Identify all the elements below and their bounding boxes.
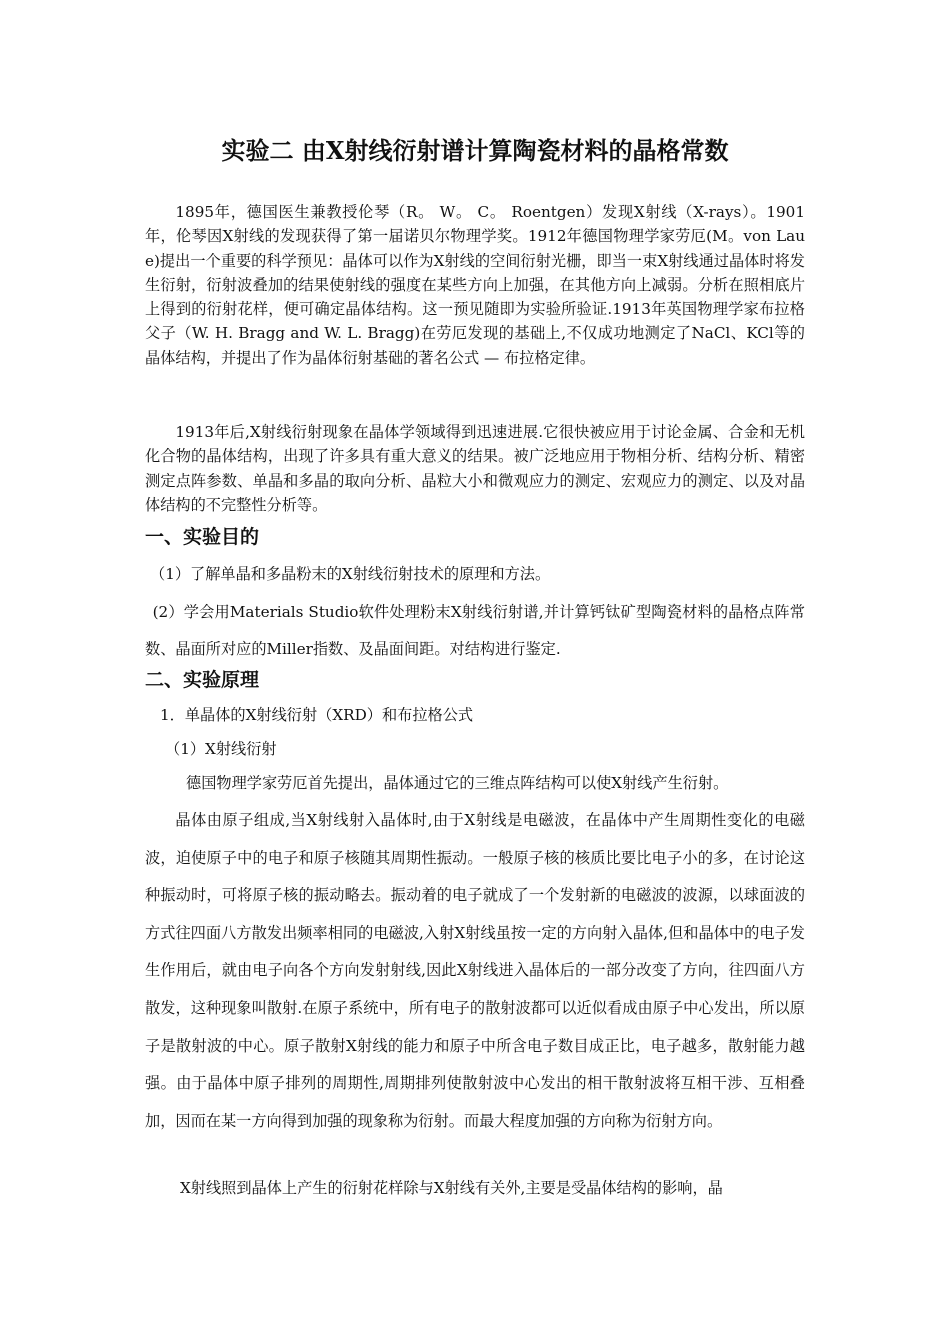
principle-paragraph-2: 晶体由原子组成,当X射线射入晶体时,由于X射线是电磁波，在晶体中产生周期性变化的电磁波，迫使原子中的电子和原子核随其周期性振动。一般原子核的核质比要比电子小的多，在讨论这种振动时，可将原子核的振动略去。振动着的电子就成了一个发射新的电磁波的波源，以球面波的方式往四面八方散发出频率相同的电磁波,入射X射线虽按一定的方向射入晶体,但和晶体中的电子发生作用后，就由电子向各个方向发射射线,因此X射线进入晶体后的一部分改变了方向，往四面八方散发，这种现象叫散射.在原子系统中，所有电子的散射波都可以近似看成由原子中心发出，所以原子是散射波的中心。原子散射X射线的能力和原子中所含电子数目成正比，电子越多，散射能力越强。由于晶体中原子排列的周期性,周期排列使散射波中心发出的相干散射波将互相干涉、互相叠加，因而在某一方向得到加强的现象称为衍射。而最大程度加强的方向称为衍射方向。 — [145, 811, 805, 1130]
objective-item-1: （1）了解单晶和多晶粉末的X射线衍射技术的原理和方法。 — [150, 565, 551, 583]
principle-paragraph-3: X射线照到晶体上产生的衍射花样除与X射线有关外,主要是受晶体结构的影响，晶 — [180, 1179, 723, 1197]
objective-item-2: (2）学会用Materials Studio软件处理粉末X射线衍射谱,并计算钙钛矿型陶瓷材料的晶格点阵常数、晶面所对应的Miller指数、及晶面间距。对结构进行鉴定. — [145, 603, 805, 658]
intro-paragraph-1: 1895年，德国医生兼教授伦琴（R。 W。 C。 Roentgen）发现X射线（X-rays）。1901年，伦琴因X射线的发现获得了第一届诺贝尔物理学奖。1912年德国物理学家劳厄(M。von Laue)提出一个重要的科学预见：晶体可以作为X射线的空间衍射光栅，即当一束X射线通过晶体时将发生衍射，衍射波叠加的结果使射线的强度在某些方向上加强，在其他方向上减弱。分析在照相底片上得到的衍射花样，便可确定晶体结构。这一预见随即为实验所验证.1913年英国物理学家布拉格父子（W. H. Bragg and W. L. Bragg)在劳厄发现的基础上,不仅成功地测定了NaCl、KCl等的晶体结构，并提出了作为晶体衍射基础的著名公式 — 布拉格定律。 — [145, 203, 805, 367]
subsection-title-1-1: （1）X射线衍射 — [165, 740, 277, 758]
document-title: 实验二 由X射线衍射谱计算陶瓷材料的晶格常数 — [221, 136, 729, 165]
intro-paragraph-2: 1913年后,X射线衍射现象在晶体学领域得到迅速进展.它很快被应用于讨论金属、合金和无机化合物的晶体结构，出现了许多具有重大意义的结果。被广泛地应用于物相分析、结构分析、精密测定点阵参数、单晶和多晶的取向分析、晶粒大小和微观应力的测定、宏观应力的测定、以及对晶体结构的不完整性分析等。 — [145, 423, 805, 514]
section-heading-principles: 二、实验原理 — [145, 669, 260, 691]
subsection-title-1: 1．单晶体的X射线衍射（XRD）和布拉格公式 — [160, 706, 474, 724]
section-heading-objectives: 一、实验目的 — [145, 526, 260, 548]
principle-paragraph-1: 德国物理学家劳厄首先提出，晶体通过它的三维点阵结构可以使X射线产生衍射。 — [186, 774, 729, 792]
